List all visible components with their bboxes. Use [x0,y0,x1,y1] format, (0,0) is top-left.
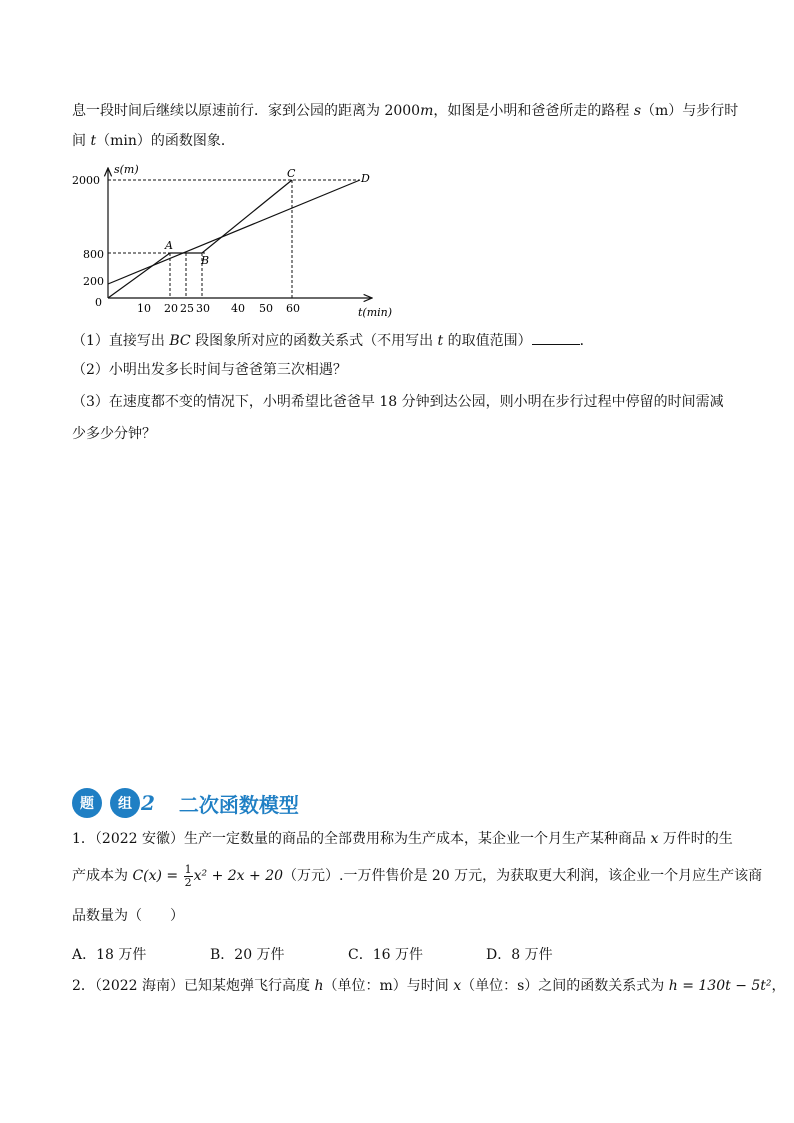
option-d: D．8 万件 [486,947,553,963]
intro-text: ，如图是小明和爸爸所走的路程 [433,103,634,119]
p1-cost-fn: C(x) = [132,868,183,884]
p1-text: 1．（2022 安徽）生产一定数量的商品的全部费用称为生产成本，某企业一个月生产某种商品 [72,831,651,847]
point-d-label: D [361,172,370,185]
answer-blank [532,330,580,345]
y-tick-label: 2000 [72,174,100,187]
y-axis-label: s(m) [114,163,139,176]
problem-1-line-1 [72,829,733,849]
p2-text: （单位：m）与时间 [323,978,454,994]
question-1 [72,330,594,351]
p2-var-x: x [453,978,462,994]
q1-text: 的取值范围） [443,333,532,349]
p2-formula: h = 130t − 5t² [668,978,772,994]
dad-path [108,180,360,284]
point-a-label: A [165,239,173,252]
section-badge-zu: 组 [110,788,140,818]
p2-text: （单位：s）之间的函数关系式为 [461,978,669,994]
option-b: B．20 万件 [210,947,285,963]
question-3-line-1: （3）在速度都不变的情况下，小明希望比爸爸早 18 分钟到达公园，则小明在步行过程中停留的时间需减 [72,394,724,410]
intro-line-2 [72,131,235,151]
q1-text: （1）直接写出 [72,333,170,349]
question-3-line-2: 少多少分钟？ [72,426,156,442]
p2-var-h: h [314,978,324,994]
p2-text: 2．（2022 海南）已知某炮弹飞行高度 [72,978,315,994]
point-c-label: C [287,167,296,180]
section-title: 二次函数模型 [178,792,299,817]
intro-text: （m）与步行时 [641,103,739,119]
intro-line-1 [72,101,738,121]
frac-den: 2 [184,875,192,889]
question-2: （2）小明出发多长时间与爸爸第三次相遇？ [72,362,347,378]
y-tick-label: 200 [83,275,104,288]
p1-text: 万件时的生 [658,831,733,847]
problem-2-line [72,976,786,996]
x-tick-label: 50 [259,302,273,315]
intro-text: 间 [72,133,91,149]
p1-text: 产成本为 [72,868,133,884]
distance-time-graph [64,160,404,322]
q1-t: t [437,333,444,349]
section-heading [72,786,299,820]
x-tick-label: 40 [231,302,245,315]
q1-text: 段图象所对应的函数关系式（不用写出 [190,333,438,349]
x-tick-label: 10 [137,302,151,315]
intro-unit-m: m [420,103,434,119]
p1-text: （万元）.一万件售价是 20 万元，为获取更大利润，该企业一个月应生产该商 [283,868,763,884]
intro-var-s: s [633,103,641,119]
xiaoming-path [108,180,292,298]
problem-1-line-2 [72,862,762,890]
p1-fraction [184,864,193,889]
option-c: C．16 万件 [348,947,423,963]
origin-label: 0 [95,296,102,309]
x-axis-label: t(min) [358,306,393,319]
guide-lines [108,180,360,298]
q1-end: ． [579,333,594,349]
point-b-label: B [201,254,210,267]
x-tick-label: 25 [180,302,194,315]
section-number: 2 [141,791,155,815]
option-a: A．18 万件 [72,947,147,963]
p2-end: ， [771,978,786,994]
intro-text: 息一段时间后继续以原速前行．家到公园的距离为 2000 [72,103,421,119]
intro-var-t: t [90,133,97,149]
p1-expr: x² + 2x + 20 [193,868,284,884]
x-tick-label: 30 [196,302,210,315]
frac-num: 1 [184,862,192,876]
x-tick-label: 20 [164,302,178,315]
y-tick-label: 800 [83,248,104,261]
intro-text: （min）的函数图象． [96,133,235,149]
q1-bc: BC [169,333,191,349]
section-badge-ti: 题 [72,788,102,818]
x-tick-label: 60 [286,302,300,315]
p1-var-x: x [650,831,659,847]
problem-1-line-3: 品数量为（ ） [72,908,184,924]
